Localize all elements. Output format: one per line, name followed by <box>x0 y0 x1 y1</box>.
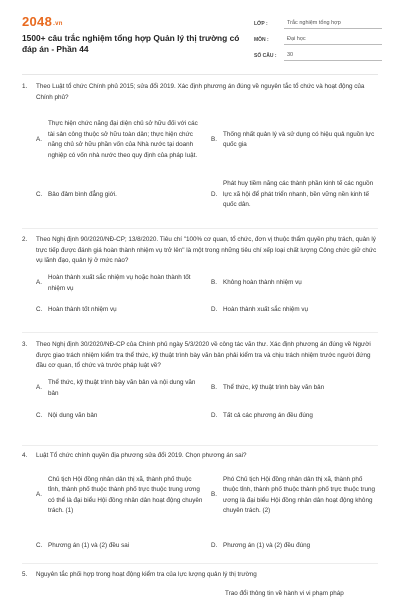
question-text: Theo Nghị định 30/2020/NĐ-CP của Chính phủ ngày 5/3/2020 về công tác văn thư. Xác định phương án đúng về Người được giao trách nhiệm kiểm tra thể thức, kỹ thuật trình bày văn bản phải kiểm tra và chịu trách nhiệm trước người đứng đầu cơ quan, tổ chức và trước pháp luật về? <box>36 341 371 369</box>
question-text: Theo Nghị định 90/2020/NĐ-CP; 13/8/2020. Tiêu chí "100% cơ quan, tổ chức, đơn vị thuộc thẩm quyền phụ trách, quản lý trực tiếp được đánh giá hoàn thành nhiệm vụ trở lên" là một trong những tiêu chí xếp loại chất lượng Công chức giữ chức vụ lãnh đạo, quản lý ở mức nào? <box>36 236 377 264</box>
options <box>36 372 378 436</box>
option-c[interactable] <box>36 410 204 424</box>
option-text: Thể thức, kỹ thuật trình bày văn bản và nội dung văn bản <box>48 379 196 397</box>
options <box>36 462 378 562</box>
option-key: A. <box>36 279 42 287</box>
option-text: Phương án (1) và (2) đều sai <box>48 542 130 550</box>
option-key: D. <box>211 412 218 420</box>
option-key: A. <box>36 491 42 499</box>
option-text: Tất cả các phương án đều đúng <box>223 412 313 420</box>
option-d[interactable] <box>211 178 378 212</box>
meta-class-row <box>254 14 382 29</box>
option-text: Nội dung văn bản <box>48 412 98 420</box>
option-key: D. <box>211 190 218 198</box>
header-divider <box>22 74 378 75</box>
option-text: Không hoàn thành nhiệm vụ <box>223 279 302 287</box>
option-key: C. <box>36 190 43 198</box>
option-text: Trao đổi thông tin về hành vi vi phạm pháp <box>225 590 344 598</box>
question-5 <box>22 570 378 598</box>
option-d[interactable] <box>211 304 378 318</box>
site-logo[interactable]: 2048.vn <box>22 14 63 29</box>
option-text: Chủ tịch Hội đồng nhân dân thị xã, thành phố thuộc tỉnh, thành phố thuộc thành phố trực thuộc trung ương có thể là đại biểu Hội đồng nhân dân hoạt động chuyên trách. (1) <box>48 475 203 514</box>
question-number: 4. <box>22 452 28 459</box>
option-b[interactable] <box>211 468 378 524</box>
option-text: Phát huy tiềm năng các thành phần kinh tế các nguồn lực xã hội để phát triển nhanh, bền vững nền kinh tế quốc dân. <box>223 180 374 209</box>
option-text: Hoàn thành xuất sắc nhiệm vụ <box>223 306 309 314</box>
options <box>36 581 378 598</box>
question-stem <box>22 82 378 103</box>
question-number: 3. <box>22 341 28 348</box>
question-divider <box>22 228 378 229</box>
meta-subject-value: Đại học <box>284 36 382 45</box>
question-4 <box>22 451 378 562</box>
option-key: D. <box>211 306 218 314</box>
option-text: Hoàn thành xuất sắc nhiệm vụ hoặc hoàn thành tốt nhiệm vụ <box>48 274 191 292</box>
option-c[interactable] <box>36 540 204 554</box>
option-a[interactable] <box>36 112 204 168</box>
meta-count-row <box>254 46 382 61</box>
option-b[interactable] <box>211 273 378 295</box>
meta-class-value: Trắc nghiệm tổng hợp <box>284 20 382 29</box>
question-text: Luật Tổ chức chính quyền địa phương sửa đổi 2019. Chọn phương án sai? <box>36 452 247 459</box>
question-stem <box>22 451 378 462</box>
meta-count-value: 30 <box>284 52 382 61</box>
question-divider <box>22 563 378 564</box>
option-text: Thực hiện chức năng đại diện chủ sở hữu đối với các tài sản công thuộc sở hữu toàn dân; thực hiện chức năng chủ sở hữu phần vốn của Nhà nước tại doanh nghiệp có vốn nhà nước theo quy định của pháp luật. <box>48 120 198 159</box>
options <box>36 103 378 215</box>
option-text: Hoàn thành tốt nhiệm vụ <box>48 306 117 314</box>
question-1 <box>22 82 378 215</box>
option-text: Phó Chủ tịch Hội đồng nhân dân thị xã, thành phố thuộc tỉnh, thành phố thuộc thành phố trực thuộc trung ương là đại biểu Hội đồng nhân dân hoạt động không chuyên trách. (2) <box>223 475 375 514</box>
question-3 <box>22 340 378 436</box>
option-key: D. <box>211 542 218 550</box>
option-key: B. <box>211 279 217 287</box>
option-a[interactable] <box>36 273 204 295</box>
question-text: Nguyên tắc phối hợp trong hoạt động kiểm tra của lực lượng quản lý thị trường <box>36 571 257 578</box>
option-key: C. <box>36 412 43 420</box>
question-stem <box>22 235 378 267</box>
option-key: A. <box>36 384 42 392</box>
option-text: Phương án (1) và (2) đều đúng <box>223 542 311 550</box>
question-number: 5. <box>22 571 28 578</box>
option-a[interactable] <box>36 378 204 400</box>
question-text: Theo Luật tổ chức Chính phủ 2015; sửa đổi 2019. Xác định phương án đúng về nguyên tắc tổ chức và hoạt động của Chính phủ? <box>36 83 365 101</box>
question-stem <box>22 570 378 581</box>
option-a[interactable] <box>36 468 204 524</box>
option-b[interactable] <box>211 382 378 396</box>
question-number: 2. <box>22 236 28 243</box>
option-b[interactable] <box>211 123 378 157</box>
option-key: B. <box>211 491 217 499</box>
question-2 <box>22 235 378 327</box>
document-meta <box>254 14 382 62</box>
option-c[interactable] <box>36 304 204 318</box>
meta-class-key: LỚP : <box>254 21 268 27</box>
option-partial[interactable] <box>225 590 378 600</box>
meta-count-key: SỐ CÂU : <box>254 53 277 59</box>
option-key: B. <box>211 384 217 392</box>
document-title: 1500+ câu trắc nghiệm tổng hợp Quản lý thị trường có đáp án - Phần 44 <box>22 33 240 54</box>
question-number: 1. <box>22 83 28 90</box>
option-d[interactable] <box>211 540 378 554</box>
option-key: A. <box>36 135 42 143</box>
option-text: Bảo đảm bình đẳng giới. <box>48 190 117 198</box>
question-divider <box>22 332 378 333</box>
option-key: C. <box>36 306 43 314</box>
option-text: Thống nhất quản lý và sử dụng có hiệu quả nguồn lực quốc gia <box>223 130 375 148</box>
meta-subject-row <box>254 30 382 45</box>
option-c[interactable] <box>36 178 204 212</box>
option-key: C. <box>36 542 43 550</box>
option-d[interactable] <box>211 410 378 424</box>
option-text: Thể thức, kỹ thuật trình bày văn bản <box>223 384 325 392</box>
meta-subject-key: MÔN : <box>254 37 269 43</box>
options <box>36 267 378 327</box>
question-stem <box>22 340 378 372</box>
question-divider <box>22 445 378 446</box>
document-header <box>0 0 400 70</box>
option-key: B. <box>211 135 217 143</box>
